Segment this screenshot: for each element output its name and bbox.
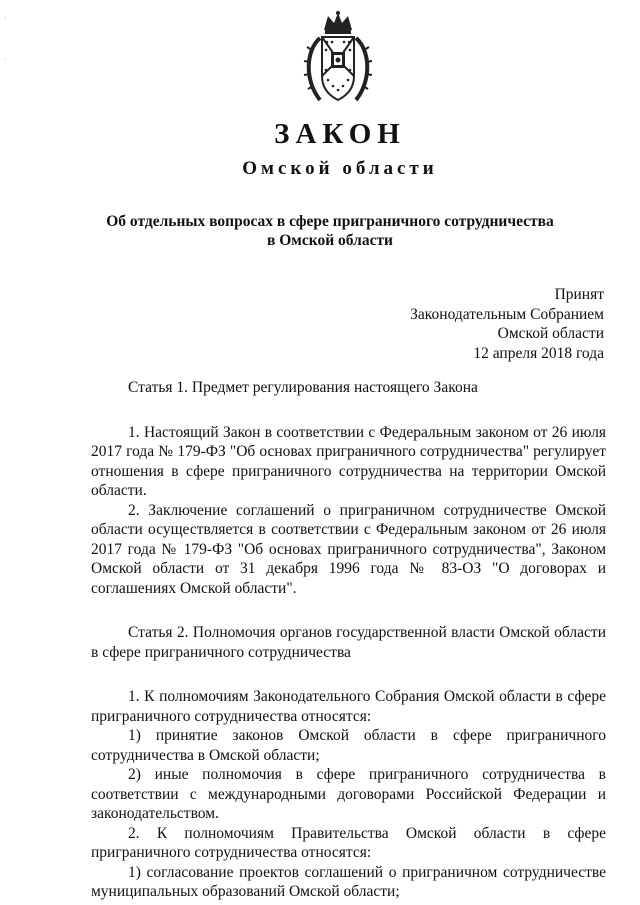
coat-of-arms-icon [298,10,378,108]
paragraph: 1. Настоящий Закон в соответствии с Федеральным законом от 26 июля 2017 года № 179-ФЗ "Об основах приграничного сотрудничества" регулирует отношения в сфере приграничного сотрудничества на территории Омской области. [91,423,606,499]
document-title: ЗАКОН [274,118,406,150]
paragraph: 2) иные полномочия в сфере приграничного сотрудничества в соответствии с международными договорами Российской Федерации и законодательством. [91,766,606,822]
paragraph: 1) принятие законов Омской области в сфере приграничного сотрудничества в Омской области; [91,727,606,764]
article-heading: Статья 2. Полномочия органов государственной власти Омской области в сфере приграничного сотрудничества [91,624,606,661]
adoption-line: Принят [554,286,604,303]
paragraph: 2. Заключение соглашений о приграничном сотрудничестве Омской области осуществляется в соответствии с Федеральным законом от 26 июля 2017 года № 179-ФЗ "Об основах приграничного сотрудничества", Законом Омской области от 31 декабря 1996 года № 83-ОЗ "О договорах и соглашениях Омской области". [91,501,606,597]
scan-artifact: · [4,55,7,64]
paragraph: 1) согласование проектов соглашений о приграничном сотрудничестве муниципальных образований Омской области; [91,863,606,900]
law-name-line: Об отдельных вопросах в сфере приграничного сотрудничества [106,213,554,230]
law-name [90,212,570,250]
document-region: Омской области [242,158,438,179]
law-name-line: в Омской области [266,232,393,249]
adoption-line: Омской области [497,325,604,342]
paragraph: 1. К полномочиям Законодательного Собрания Омской области в сфере приграничного сотрудничества относятся: [91,688,606,725]
document-body [91,378,606,902]
adoption-line: Законодательным Собранием [410,305,604,323]
scan-artifact: · [4,14,7,23]
adoption-block [410,285,604,363]
article-heading: Статья 1. Предмет регулирования настоящего Закона [128,379,478,396]
adoption-date: 12 апреля 2018 года [473,344,604,362]
paragraph: 2. К полномочиям Правительства Омской области в сфере приграничного сотрудничества относятся: [91,824,606,861]
